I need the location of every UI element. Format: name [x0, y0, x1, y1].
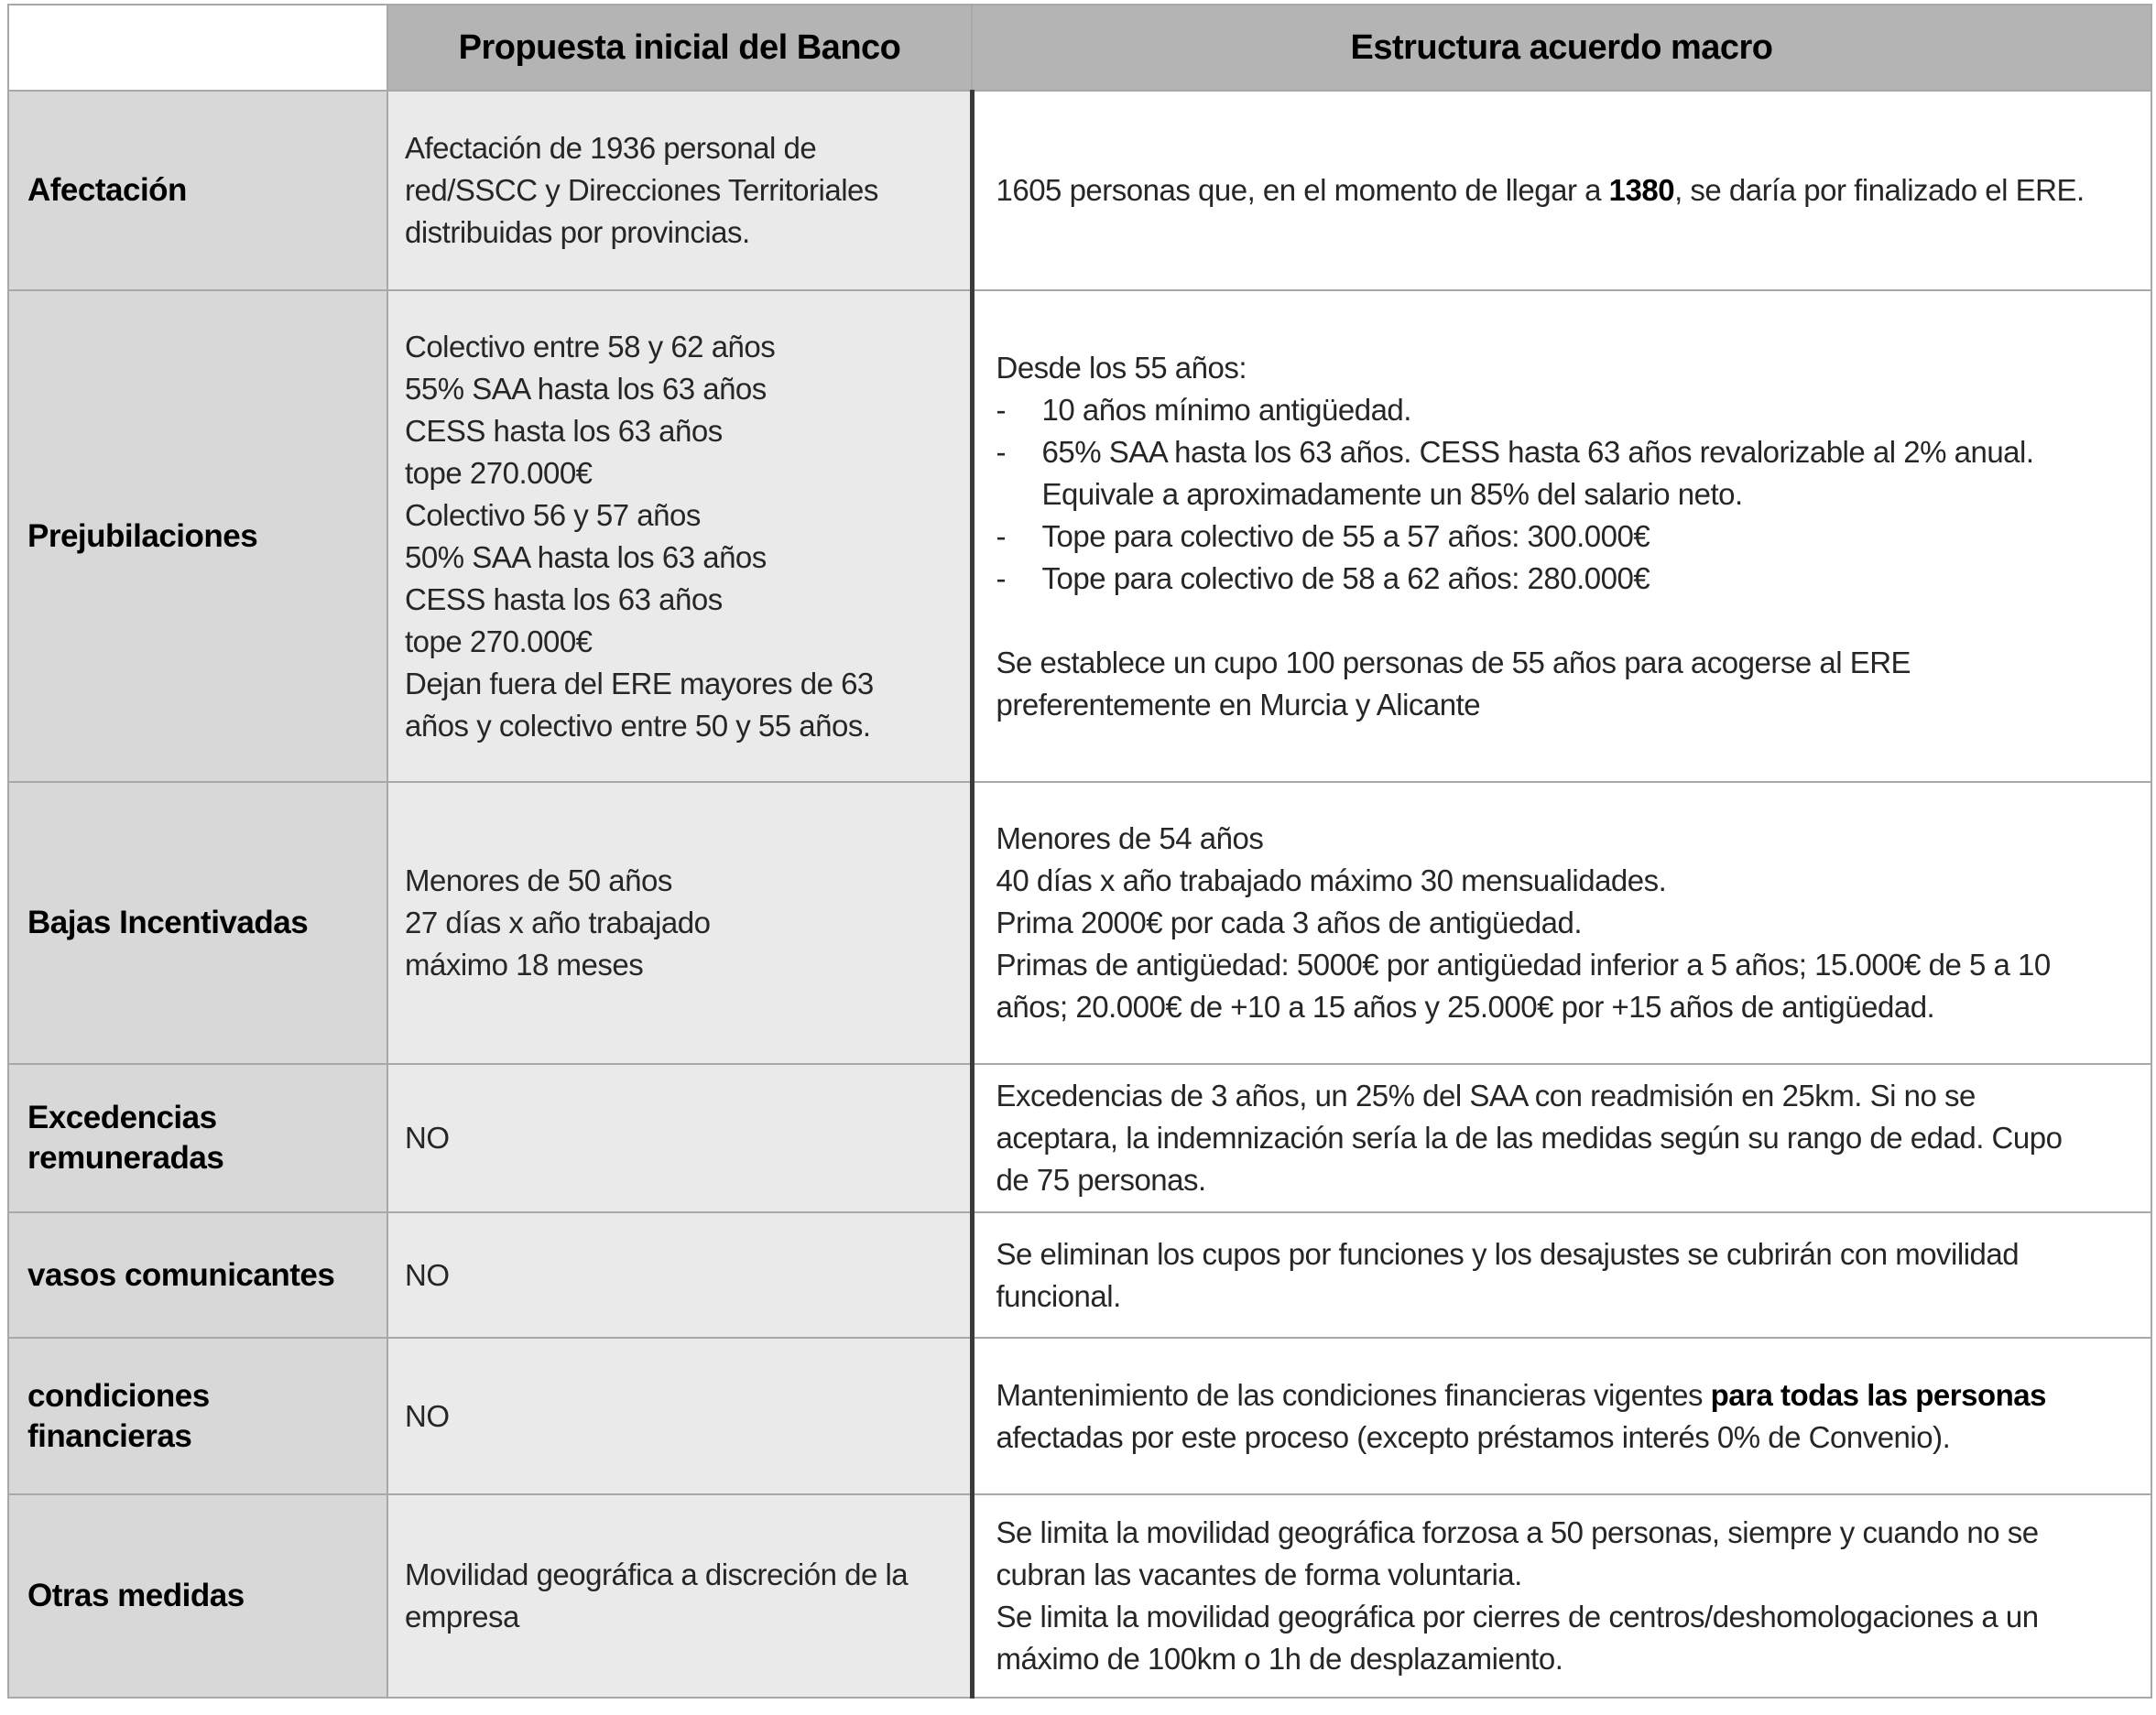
- paragraph-text: [996, 646, 1911, 722]
- text: Colectivo 56 y 57 años: [405, 497, 701, 532]
- table-row: [8, 91, 2151, 290]
- paragraph-text: [405, 582, 723, 616]
- paragraph: [996, 1233, 2096, 1318]
- paragraph: [405, 537, 922, 579]
- text: NO: [405, 1257, 450, 1292]
- text: Movilidad geográfica a discreción de la empresa: [405, 1558, 909, 1634]
- paragraph-text: [405, 1399, 450, 1433]
- text: Colectivo entre 58 y 62 años: [405, 329, 776, 364]
- paragraph-text: [1042, 389, 2096, 431]
- paragraph-text: [405, 948, 643, 982]
- bullet-item: [996, 516, 2096, 558]
- paragraph-text: [405, 330, 775, 364]
- bold-text: para todas las personas: [1710, 1377, 2046, 1412]
- text: Prima 2000€ por cada 3 años de antigüedad.: [996, 906, 1582, 939]
- paragraph: [405, 860, 922, 902]
- paragraph-text: [996, 173, 2085, 207]
- paragraph: [405, 326, 922, 368]
- text: Desde los 55 años:: [996, 350, 1247, 385]
- paragraph: [405, 902, 922, 944]
- text: 65% SAA hasta los 63 años. CESS hasta 63 años revalorizable al 2% anual. Equivale a aproximadamente un 85% del salario neto.: [1041, 434, 2034, 511]
- text: Excedencias de 3 años, un 25% del SAA con readmisión en 25km. Si no se aceptara, la indemnización sería la de las medidas según su rango de edad. Cupo de 75 personas.: [996, 1079, 2063, 1197]
- cell-proposal: [387, 1064, 972, 1212]
- paragraph: [405, 127, 922, 254]
- text: CESS hasta los 63 años: [405, 581, 723, 616]
- text: Menores de 50 años: [405, 863, 672, 897]
- paragraph: [405, 1117, 922, 1159]
- paragraph: [405, 452, 922, 494]
- paragraph-text: [405, 1558, 908, 1634]
- text: máximo 18 meses: [405, 948, 644, 982]
- bullet-item: [996, 389, 2096, 431]
- text: Tope para colectivo de 55 a 57 años: 300.000€: [1041, 518, 1650, 553]
- text: Se establece un cupo 100 personas de 55 años para acogerse al ERE preferentemente en Murcia y Alicante: [996, 645, 1911, 722]
- paragraph: [996, 1512, 2096, 1596]
- text: 40 días x año trabajado máximo 30 mensualidades.: [996, 863, 1667, 897]
- paragraph-text: [405, 414, 723, 448]
- cell-proposal: [387, 91, 972, 290]
- paragraph-text: [405, 372, 767, 406]
- paragraph-text: [996, 906, 1582, 939]
- cell-agreement: [972, 1064, 2151, 1212]
- table-row: [8, 1494, 2151, 1698]
- paragraph: [405, 1395, 922, 1438]
- paragraph-text: [996, 821, 1264, 855]
- paragraph: [405, 494, 922, 537]
- text: tope 270.000€: [405, 455, 593, 490]
- text: Primas de antigüedad: 5000€ por antigüedad inferior a 5 años; 15.000€ de 5 a 10 años; 20.000€ de +10 a 15 años y 25.000€ por +15 años de antigüedad.: [996, 948, 2051, 1024]
- header-proposal: Propuesta inicial del Banco: [387, 5, 972, 91]
- cell-agreement: [972, 1494, 2151, 1698]
- paragraph: [996, 642, 2096, 726]
- paragraph-text: [996, 1515, 2039, 1591]
- paragraph-text: [996, 1237, 2020, 1313]
- bullet-dash: -: [996, 434, 1006, 469]
- text: Se limita la movilidad geográfica por cierres de centros/deshomologaciones a un máximo de 100km o 1h de desplazamiento.: [996, 1600, 2039, 1676]
- paragraph: [405, 579, 922, 621]
- paragraph: [405, 1254, 922, 1297]
- paragraph-text: [996, 1378, 2046, 1454]
- paragraph: [405, 410, 922, 452]
- cell-proposal: [387, 290, 972, 782]
- row-label: Prejubilaciones: [8, 290, 387, 782]
- paragraph: [996, 169, 2096, 212]
- paragraph: [405, 621, 922, 663]
- paragraph-text: [405, 540, 767, 574]
- paragraph-text: [996, 603, 1005, 637]
- text: CESS hasta los 63 años: [405, 413, 723, 448]
- cell-agreement: [972, 91, 2151, 290]
- paragraph-text: [996, 863, 1667, 897]
- paragraph-text: [1042, 431, 2096, 516]
- comparison-table: [7, 4, 2152, 1699]
- paragraph-text: [405, 624, 593, 658]
- text: tope 270.000€: [405, 624, 593, 658]
- cell-agreement: [972, 782, 2151, 1064]
- cell-proposal: [387, 1338, 972, 1494]
- paragraph: [405, 1554, 922, 1638]
- bullet-item: [996, 558, 2096, 600]
- bullet-item: [996, 431, 2096, 516]
- cell-proposal: [387, 1212, 972, 1338]
- row-label: Afectación: [8, 91, 387, 290]
- table-row: [8, 290, 2151, 782]
- text: NO: [405, 1121, 450, 1155]
- paragraph: [996, 944, 2096, 1028]
- header-corner-cell: [8, 5, 387, 91]
- text: Tope para colectivo de 58 a 62 años: 280.000€: [1041, 560, 1650, 595]
- table-row: [8, 1212, 2151, 1338]
- bullet-dash: -: [996, 518, 1006, 553]
- paragraph-text: [405, 863, 672, 897]
- paragraph-text: [1042, 516, 2096, 558]
- header-agreement: Estructura acuerdo macro: [972, 5, 2151, 91]
- table-body: [8, 91, 2151, 1698]
- paragraph-text: [405, 1258, 450, 1292]
- table-row: [8, 1338, 2151, 1494]
- paragraph: [996, 818, 2096, 860]
- row-label: vasos comunicantes: [8, 1212, 387, 1338]
- paragraph-text: [405, 906, 710, 939]
- paragraph: [996, 600, 2096, 642]
- table-row: [8, 1064, 2151, 1212]
- paragraph-text: [405, 456, 593, 490]
- text: 27 días x año trabajado: [405, 906, 711, 939]
- bullet-dash: -: [996, 392, 1006, 427]
- paragraph-text: [405, 667, 874, 743]
- paragraph: [996, 902, 2096, 944]
- text: afectadas por este proceso (excepto préstamos interés 0% de Convenio).: [996, 1419, 1951, 1454]
- text: 55% SAA hasta los 63 años: [405, 371, 767, 406]
- paragraph: [996, 1596, 2096, 1680]
- text: 50% SAA hasta los 63 años: [405, 539, 767, 574]
- row-label: Bajas Incentivadas: [8, 782, 387, 1064]
- cell-agreement: [972, 1338, 2151, 1494]
- cell-proposal: [387, 782, 972, 1064]
- text: NO: [405, 1398, 450, 1433]
- text: Menores de 54 años: [996, 821, 1264, 855]
- text: 10 años mínimo antigüedad.: [1041, 392, 1411, 427]
- paragraph: [996, 860, 2096, 902]
- paragraph: [996, 1075, 2096, 1201]
- paragraph-text: [996, 1079, 2063, 1197]
- text: 1605 personas que, en el momento de llegar a: [996, 173, 1609, 207]
- paragraph-text: [405, 1121, 450, 1155]
- cell-agreement: [972, 290, 2151, 782]
- paragraph-text: [996, 1600, 2039, 1676]
- cell-agreement: [972, 1212, 2151, 1338]
- bold-text: 1380: [1608, 173, 1675, 207]
- row-label: Otras medidas: [8, 1494, 387, 1698]
- bullet-dash: -: [996, 560, 1006, 595]
- text: Dejan fuera del ERE mayores de 63 años y colectivo entre 50 y 55 años.: [405, 666, 874, 743]
- text: Se limita la movilidad geográfica forzosa a 50 personas, siempre y cuando no se cubran las vacantes de forma voluntaria.: [996, 1515, 2039, 1591]
- paragraph: [996, 347, 2096, 389]
- row-label: Excedencias remuneradas: [8, 1064, 387, 1212]
- row-label: condiciones financieras: [8, 1338, 387, 1494]
- paragraph-text: [996, 351, 1247, 385]
- text: Se eliminan los cupos por funciones y los desajustes se cubrirán con movilidad funcional.: [996, 1236, 2020, 1313]
- paragraph: [405, 368, 922, 410]
- paragraph-text: [1042, 558, 2096, 600]
- paragraph-text: [996, 948, 2051, 1024]
- paragraph-text: [405, 498, 701, 532]
- paragraph-text: [405, 131, 878, 249]
- text: Mantenimiento de las condiciones financieras vigentes: [996, 1377, 1711, 1412]
- text: , se daría por finalizado el ERE.: [1674, 173, 2085, 207]
- text: Afectación de 1936 personal de red/SSCC y Direcciones Territoriales distribuidas por provincias.: [405, 131, 878, 249]
- table-row: [8, 782, 2151, 1064]
- header-row: [8, 5, 2151, 91]
- paragraph: [405, 663, 922, 747]
- paragraph: [405, 944, 922, 986]
- paragraph: [996, 1374, 2096, 1459]
- cell-proposal: [387, 1494, 972, 1698]
